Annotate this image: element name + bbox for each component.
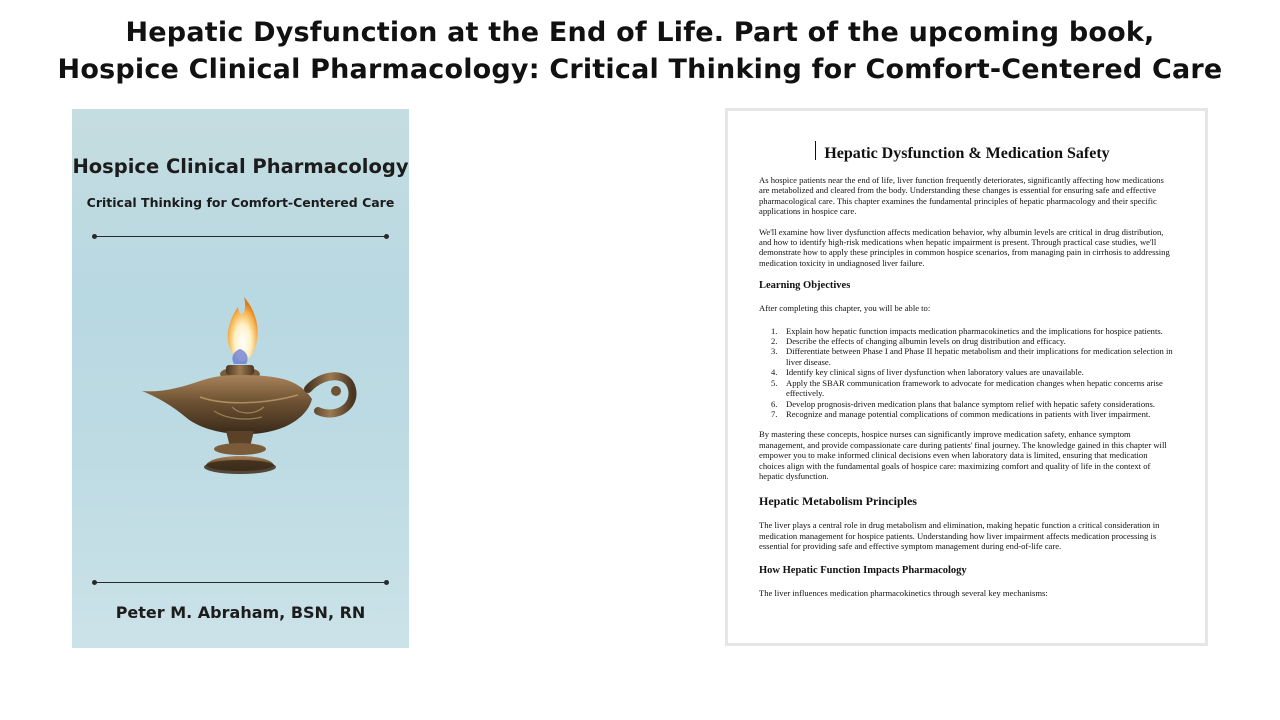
objectives-list [759,326,1175,420]
cover-title: Hospice Clinical Pharmacology [72,155,409,178]
cover-subtitle: Critical Thinking for Comfort-Centered Care [86,195,395,210]
subsection-paragraph: The liver influences medication pharmacokinetics through several key mechanisms: [759,587,1048,598]
cover-divider-bottom [94,582,387,583]
intro-paragraph-2: We'll examine how liver dysfunction affects medication behavior, why albumin levels are critical in drug distribution, and how to identify high-risk medications when hepatic impairment is present. Through practical case studies, we'll demonstrate how to apply these principles in common hospice scenarios, from managing pain in cirrhosis to addressing medication toxicity in undiagnosed liver failure. [759,226,1170,268]
headline-line-2: Hospice Clinical Pharmacology: Critical Thinking for Comfort-Centered Care [57,54,1223,85]
section-paragraph: The liver plays a central role in drug metabolism and elimination, making hepatic function a critical consideration in medication management for hospice patients. Understanding how liver impairment affects medication processing is essential for providing safe and effective symptom management during end-of-life care. [759,520,1160,552]
list-item: 3. Differentiate between Phase I and Phase II hepatic metabolism and their implications for medication selection in liver disease. [771,346,1173,367]
objectives-heading: Learning Objectives [759,280,851,292]
cover-author: Peter M. Abraham, BSN, RN [115,603,366,622]
document-title: Hepatic Dysfunction & Medication Safety [824,145,1110,162]
headline-line-1: Hepatic Dysfunction at the End of Life. Part of the upcoming book, [125,17,1155,48]
list-item: 1. Explain how hepatic function impacts medication pharmacokinetics and the implications for hospice patients. [771,325,1163,336]
cover-divider-top [94,236,387,237]
list-item: 4. Identify key clinical signs of liver dysfunction when laboratory values are unavailable. [771,367,1084,378]
document-preview [725,108,1208,646]
list-item: 7. Recognize and manage potential complications of common medications in patients with liver impairment. [771,408,1151,419]
document-page [728,111,1205,643]
closing-paragraph: By mastering these concepts, hospice nurses can significantly improve medication safety, enhance symptom management, and provide compassionate care during patients' final journey. The knowledge gained in this chapter will empower you to make informed clinical decisions even when laboratory data is limited, ensuring that medication choices align with the fundamental goals of hospice care: maximizing comfort and quality of life in the context of hepatic dysfunction. [759,429,1167,481]
subsection-heading: How Hepatic Function Impacts Pharmacology [759,564,967,576]
objectives-intro: After completing this chapter, you will be able to: [759,303,931,314]
book-cover [72,109,409,648]
list-item: 2. Describe the effects of changing albumin levels on drug distribution and efficacy. [771,336,1066,347]
text-cursor [815,141,816,160]
oil-lamp-illustration [122,269,362,484]
section-heading: Hepatic Metabolism Principles [759,494,917,509]
page-headline [0,14,1280,88]
list-item: 5. Apply the SBAR communication framework to advocate for medication changes when hepatic concerns arise effectively. [771,377,1163,399]
list-item: 6. Develop prognosis-driven medication plans that balance symptom relief with hepatic safety considerations. [771,398,1155,409]
intro-paragraph-1: As hospice patients near the end of life, liver function frequently deteriorates, significantly affecting how medications are metabolized and cleared from the body. Understanding these changes is essential for ensuring safe and effective pharmacological care. This chapter examines the fundamental principles of hepatic pharmacology and their specific applications in hospice care. [759,175,1164,217]
